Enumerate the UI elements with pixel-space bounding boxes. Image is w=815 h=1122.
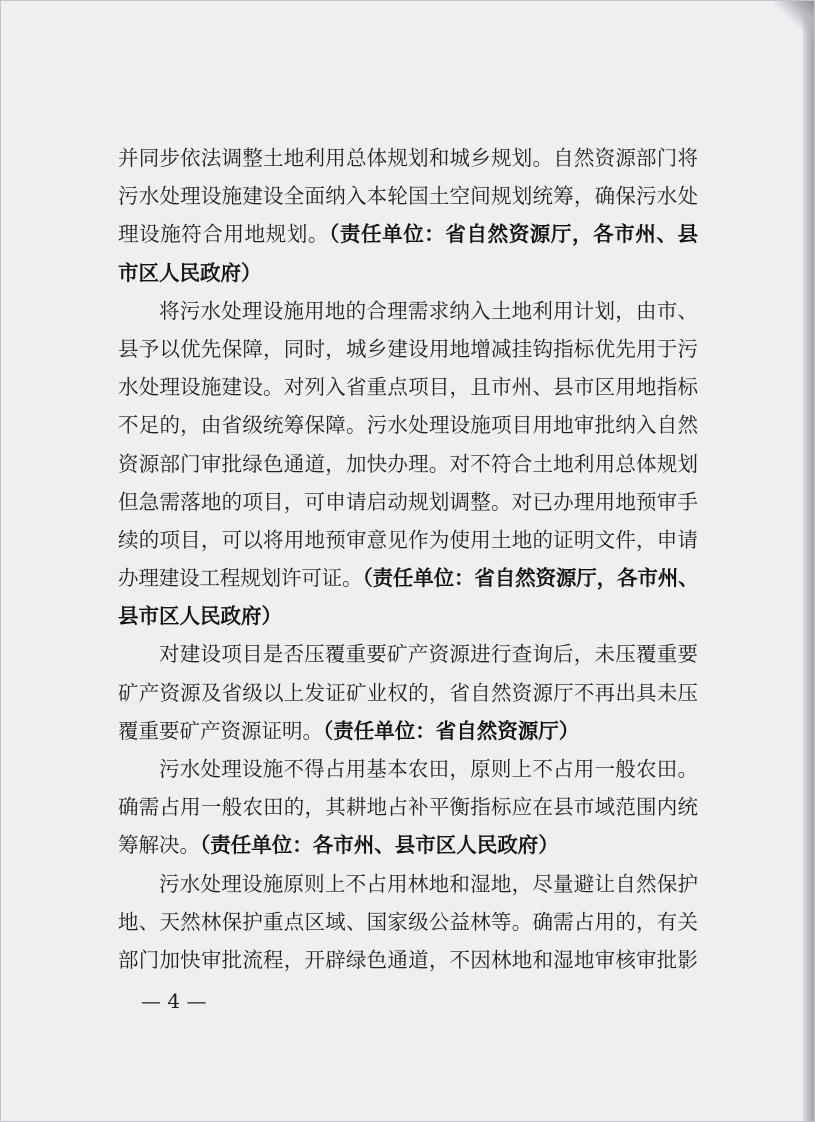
text-line [118,597,698,635]
responsibility-note: 市区人民政府） [118,260,262,285]
paragraph [118,292,698,636]
line-text: 覆重要矿产资源证明。 [118,718,323,743]
text-line [118,330,698,368]
text-line [118,215,698,253]
text-line [118,674,698,712]
responsibility-note: 县市区人民政府） [118,604,282,629]
line-text: 理设施符合用地规划。 [118,222,330,247]
line-text: 但急需落地的项目，可申请启动规划调整。对已办理用地预审手 [118,489,698,514]
line-text: 地、天然林保护重点区域、国家级公益林等。确需占用的，有关 [118,909,698,934]
text-line [118,445,698,483]
text-line [118,521,698,559]
text-line [118,941,698,979]
text-line [118,865,698,903]
line-text: 污水处理设施建设全面纳入本轮国土空间规划统筹，确保污水处 [118,184,698,209]
text-line [118,483,698,521]
line-text: 污水处理设施原则上不占用林地和湿地，尽量避让自然保护 [159,871,698,896]
page-number: — 4 — [141,989,207,1013]
text-line [118,559,698,597]
text-line [118,292,698,330]
line-text: 并同步依法调整土地利用总体规划和城乡规划。自然资源部门将 [118,146,698,170]
paragraph [118,635,698,750]
text-line [118,177,698,215]
text-line [118,368,698,406]
line-text: 将污水处理设施用地的合理需求纳入土地利用计划，由市、 [159,298,698,323]
text-line [118,788,698,826]
text-line [118,635,698,673]
responsibility-note: （责任单位：省自然资源厅，各市州、 [362,566,698,591]
text-line [118,750,698,788]
line-text: 资源部门审批绿色通道，加快办理。对不符合土地利用总体规划 [118,451,698,476]
paragraph [118,865,698,980]
page-corner-shadow [774,1,814,41]
responsibility-note: （责任单位：省自然资源厅） [323,718,580,743]
responsibility-note: （责任单位：省自然资源厅，各市州、县 [329,222,699,247]
line-text: 确需占用一般农田的，其耕地占补平衡指标应在县市域范围内统 [118,795,698,820]
responsibility-note: （责任单位：各市州、县市区人民政府） [200,833,559,858]
text-line [118,903,698,941]
text-line [118,712,698,750]
text-line [118,826,698,864]
line-text: 部门加快审批流程，开辟绿色通道，不因林地和湿地审核审批影 [118,947,698,972]
line-text: 矿产资源及省级以上发证矿业权的，省自然资源厅不再出具未压 [118,680,698,705]
line-text: 水处理设施建设。对列入省重点项目，且市州、县市区用地指标 [118,375,698,400]
paragraph [118,139,698,292]
line-text: 污水处理设施不得占用基本农田，原则上不占用一般农田。 [159,757,698,781]
line-text: 对建设项目是否压覆重要矿产资源进行查询后，未压覆重要 [159,642,698,667]
paragraph [118,750,698,865]
line-text: 县予以优先保障，同时，城乡建设用地增减挂钩指标优先用于污 [118,336,698,361]
line-text: 续的项目，可以将用地预审意见作为使用土地的证明文件，申请 [118,527,698,552]
document-body [118,139,698,979]
text-line [118,406,698,444]
page-edge-shadow [803,1,814,1122]
line-text: 筹解决。 [118,833,200,858]
line-text: 不足的，由省级统筹保障。污水处理设施项目用地审批纳入自然 [118,413,698,438]
line-text: 办理建设工程规划许可证。 [118,566,363,591]
text-line [118,254,698,292]
text-line [118,139,698,177]
